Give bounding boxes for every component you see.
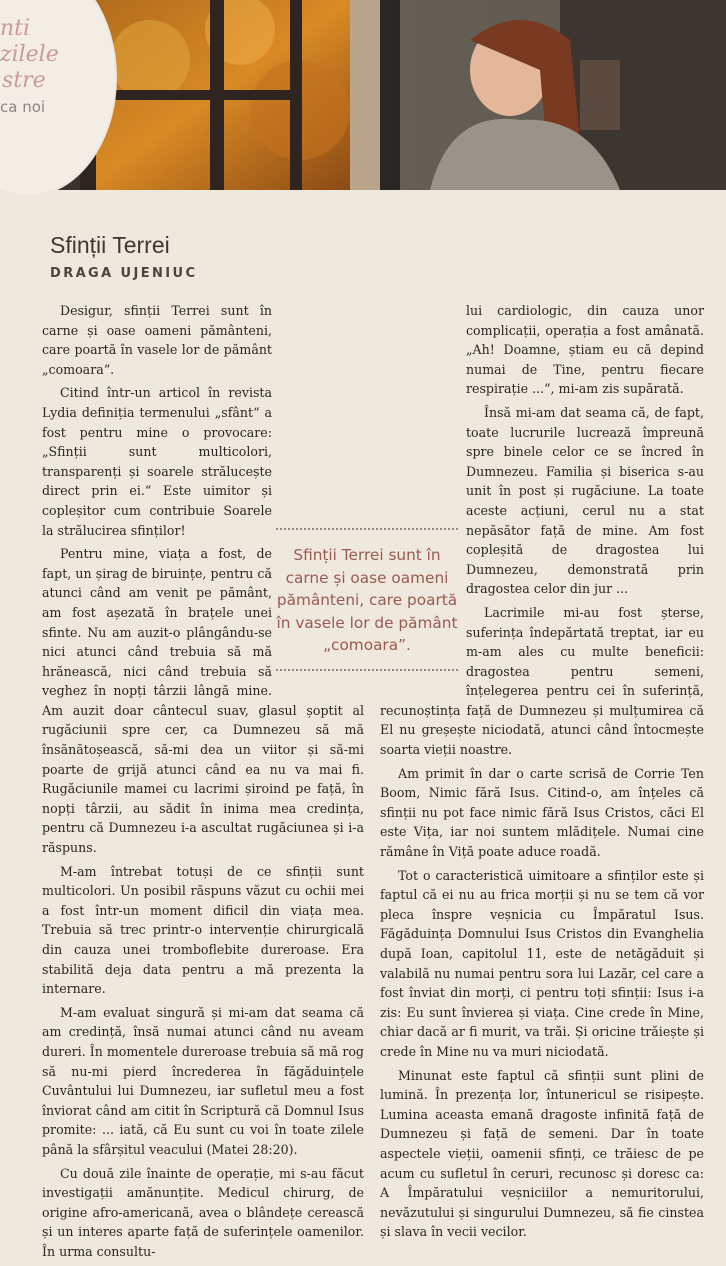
paragraph: Pentru mine, viața a fost, de fapt, un șirag de biruințe, pentru că atunci când am venit pe pământ, am fost așezată în brațele unei sfinte. Nu am auzit-o plângându-se nici atunci când trebuia să mă hrănească, nici când trebuia să veghez în nopți târzii lângă mine. Am auzit doar cântecul suav, glasul șoptit al rugăciunii spre cer, ca Dumnezeu să mă însănătoșească, să-mi dea un viitor și să-mi poarte de grijă atunci când ea nu va mai fi. Rugăciunile mamei cu lacrimi șiroind pe față, în nopți târzii, au sădit în inima mea credința, pentru că Dumnezeu i-a ascultat rugăciunea și i-a răspuns. bbox=[42, 546, 364, 856]
pull-quote bbox=[272, 528, 462, 692]
paragraph: Citind într-un articol în revista Lydia definiția termenului „sfânt“ a fost pentru mine o provocare: „Sfinții sunt multicolori, transparenți și soarele strălucește direct prin ei.“ Este uimitor și copleșitor cum contribuie Soarele la strălucirea sfinților! bbox=[42, 385, 272, 538]
column-tab-line: zilele bbox=[0, 42, 59, 67]
article-title: Sfinții Terrei bbox=[50, 232, 170, 258]
paragraph: Am primit în dar o carte scrisă de Corrie Ten Boom, Nimic fără Isus. Citind-o, am înțeles că sfinții nu pot face nimic fără Isus Cristos, căci El este Vița, iar noi suntem mlădițele. Numai cine rămâne în Viță poate aduce roadă. bbox=[380, 765, 704, 860]
column-tab-line: stre bbox=[2, 68, 46, 93]
paragraph: Tot o caracteristică uimitoare a sfinților este și faptul că ei nu au frica morții și nu se tem că vor pleca înspre veșnicia cu Împăratul Isus. Făgăduința Domnului Isus Cristos din Evanghelia după Ioan, capitolul 11, este de netăgăduit și valabilă nu numai pentru sora lui Lazăr, cel care a fost înviat din morți, ci pentru toți sfinții: Isus i-a zis: Eu sunt învierea și viața. Cine crede în Mine, chiar dacă ar fi murit, va trăi. Și oricine trăiește și crede în Mine nu va muri niciodată. bbox=[380, 867, 704, 1059]
paragraph: M-am întrebat totuși de ce sfinții sunt multicolori. Un posibil răspuns văzut cu ochii mei a fost într-un moment dificil din viața mea. Trebuia să trec printr-o intervenție chirurgicală din cauza unei tromboflebite dureroase. Era stabilită deja data pentru a mă prezenta la internare. bbox=[42, 863, 364, 997]
paragraph: Minunat este faptul că sfinții sunt plini de lumină. În prezența lor, întunericul se risipește. Lumina aceasta emană dragoste infinită față de Dumnezeu și față de semeni. Dar în toate aspectele vieții, oamenii sfinți, ce trăiesc de pe acum cu sufletul în ceruri, recunosc și doresc ca: A Împăratului veșniciilor a nemuritorului, nevăzutului și singurului Dumnezeu, să fie cinstea și slava în vecii vecilor. bbox=[380, 1067, 704, 1240]
pull-quote-bottom-rule bbox=[276, 669, 458, 671]
article-author: DRAGA UJENIUC bbox=[50, 266, 198, 281]
pull-quote-text: Sfinții Terrei sunt în carne și oase oameni pământeni, care poartă în vasele lor de pământ „comoara”. bbox=[276, 546, 458, 654]
column-tab-line: ca noi bbox=[0, 98, 46, 116]
right-column bbox=[380, 301, 704, 1246]
paragraph: Cu două zile înainte de operație, mi s-au făcut investigații amănunțite. Medicul chirurg, de origine afro-americană, avea o blândețe cerească și un interes aparte față de suferințele oamenilor. În urma consultu- bbox=[42, 1165, 364, 1259]
paragraph: Însă mi-am dat seama că, de fapt, toate lucrurile lucrează împreună spre binele celor ce se încred în Dumnezeu. Familia și biserica s-au unit în post și rugăciune. La toate aceste acțiuni, cerul nu a stat nepăsător față de mine. Am fost copleșită de dragostea lui Dumnezeu, demonstrată prin dragostea celor din jur ... bbox=[466, 404, 704, 597]
paragraph: M-am evaluat singură și mi-am dat seama că am credință, însă numai atunci când nu aveam dureri. În momentele dureroase trebuia să mă rog să nu-mi pierd încrederea în făgăduințele Cuvântului lui Dumnezeu, iar sufletul meu a fost înviorat când am citit în Scriptură că Domnul Isus promite: ... iată, că Eu sunt cu voi în toate zilele până la sfârșitul veacului (Matei 28:20). bbox=[42, 1004, 364, 1157]
paragraph: lui cardiologic, din cauza unor complicații, operația a fost amânată. „Ah! Doamne, știam eu că depind numai de Tine, pentru fiecare respirație ...“, mi-am zis supărată. bbox=[466, 303, 704, 397]
paragraph: Desigur, sfinții Terrei sunt în carne și oase oameni pământeni, care poartă în vasele lor de pământ „comoara“. bbox=[42, 303, 272, 377]
left-column bbox=[42, 301, 364, 1266]
paragraph: Lacrimile mi-au fost șterse, suferința îndepărtată treptat, iar eu m-am ales cu multe beneficii: dragostea pentru semeni, înțelegerea pentru cei în suferință, recunoștința față de Dumnezeu și mulțumirea că El nu greșește niciodată, atunci când întocmește soarta vieții noastre. bbox=[380, 604, 704, 758]
column-tab-line: nti bbox=[0, 16, 31, 41]
